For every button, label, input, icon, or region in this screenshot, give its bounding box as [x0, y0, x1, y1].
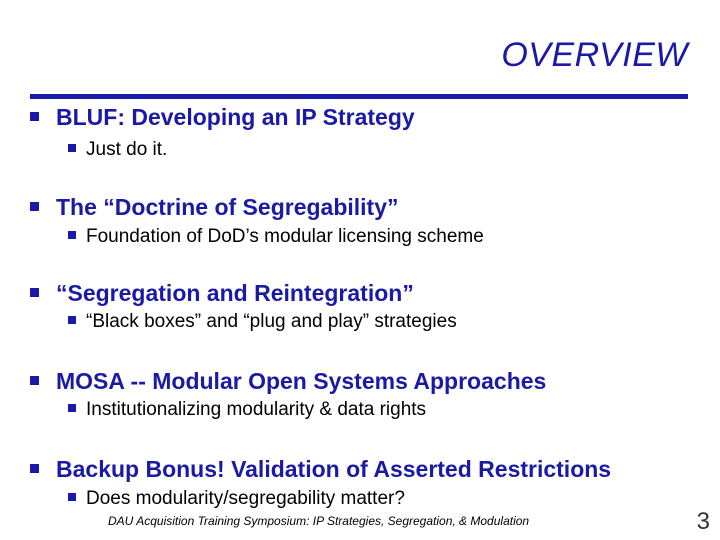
bullet-text: Backup Bonus! Validation of Asserted Restrictions [56, 456, 612, 482]
square-bullet-icon [30, 202, 39, 211]
bullet-item-1 [30, 104, 415, 131]
bullet-item-5 [30, 456, 611, 483]
slide-footer: DAU Acquisition Training Symposium: IP Strategies, Segregation, & Modulation [108, 514, 530, 528]
square-bullet-icon [68, 404, 76, 412]
sub-bullet-text: “Black boxes” and “plug and play” strategies [86, 311, 457, 332]
slide-title: OVERVIEW [501, 36, 688, 74]
bullet-text: BLUF: Developing an IP Strategy [56, 104, 415, 130]
sub-bullet-text: Just do it. [86, 139, 168, 160]
square-bullet-icon [68, 144, 76, 152]
square-bullet-icon [30, 112, 39, 121]
sub-bullet-text: Institutionalizing modularity & data rights [86, 399, 427, 420]
sub-bullet-item-5 [68, 488, 405, 510]
square-bullet-icon [68, 493, 76, 501]
bullet-text: “Segregation and Reintegration” [56, 280, 414, 306]
bullet-text: The “Doctrine of Segregability” [56, 194, 399, 220]
bullet-item-3 [30, 280, 414, 307]
page-number: 3 [696, 508, 710, 535]
square-bullet-icon [68, 316, 76, 324]
sub-bullet-text: Foundation of DoD’s modular licensing scheme [86, 226, 484, 247]
sub-bullet-text: Does modularity/segregability matter? [86, 488, 405, 509]
square-bullet-icon [68, 231, 76, 239]
bullet-item-4 [30, 368, 546, 395]
sub-bullet-item-4 [68, 399, 426, 421]
sub-bullet-item-2 [68, 226, 484, 248]
square-bullet-icon [30, 464, 39, 473]
bullet-text: MOSA -- Modular Open Systems Approaches [56, 368, 547, 394]
sub-bullet-item-1 [68, 139, 167, 161]
sub-bullet-item-3 [68, 311, 457, 333]
square-bullet-icon [30, 376, 39, 385]
square-bullet-icon [30, 288, 39, 297]
title-rule [30, 94, 688, 99]
bullet-item-2 [30, 194, 399, 221]
